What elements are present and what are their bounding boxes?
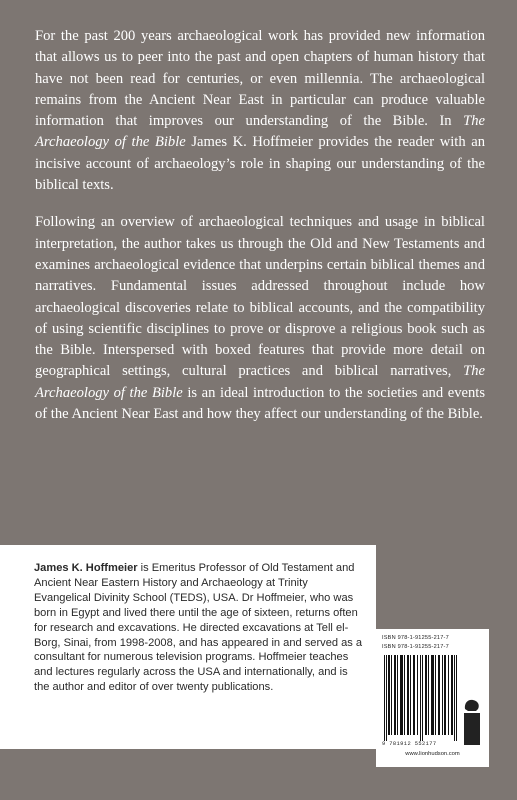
book-title: The Archaeology of the Bible <box>35 363 485 401</box>
lion-logo-icon <box>462 691 482 745</box>
bottom-section <box>0 545 517 800</box>
barcode-icon <box>382 655 460 741</box>
blurb-paragraph-1 <box>35 26 485 196</box>
author-bio-text: is Emeritus Professor of Old Testament and Ancient Near Eastern History and Archaeology at Trinity Evangelical Divinity School (TEDS), USA. Dr Hoffmeier, who was born in Egypt and lived there until the age of sixteen, returns often for research and excavations. He directed excavations at Tell el-Borg, Sinai, from 1998-2008, and has appeared in and served as a consultant for numerous television programs. Hoffmeier teaches and lectures regularly across the USA and internationally, and is the author and editor of over twenty publications. <box>34 562 363 694</box>
back-cover-blurb <box>35 26 485 425</box>
blurb-text: James K. Hoffmeier provides the reader with an incisive account of archaeology’s role in shaping our understanding of the biblical texts. <box>35 134 486 194</box>
isbn-text: ISBN 978-1-91255-217-7 <box>382 635 449 641</box>
publisher-url: www.lionhudson.com <box>405 751 460 757</box>
author-name: James K. Hoffmeier <box>34 562 138 574</box>
barcode-digits: 9 781912 552177 <box>382 741 437 747</box>
barcode-area <box>382 655 483 750</box>
blurb-text: is an ideal introduction to the societies and events of the Ancient Near East and how they affect our understanding of the Bible. <box>35 384 486 423</box>
blurb-text: For the past 200 years archaeological work has provided new information that allows us to peer into the past and open chapters of human history that have not been read for centuries, or even millennia. The archaeological remains from the Ancient Near East in particular can produce valuable information that improves our understanding of the Bible. In <box>35 28 485 130</box>
blurb-paragraph-2 <box>35 212 485 425</box>
author-bio <box>0 545 376 749</box>
book-title: The Archaeology of the Bible <box>35 113 485 151</box>
barcode-panel <box>376 629 489 767</box>
isbn-text: ISBN 978-1-91255-217-7 <box>382 644 449 650</box>
blurb-text: Following an overview of archaeological techniques and usage in biblical interpretation, the author takes us through the Old and New Testaments and examines archaeological evidence that underpins certain biblical themes and narratives. Fundamental issues addressed throughout include how archaeological discoveries relate to biblical accounts, and the compatibility of using scientific disciplines to prove or disprove a religious book such as the Bible. Interspersed with boxed features that provide more detail on geographical settings, cultural practices and biblical narratives, <box>35 214 485 380</box>
